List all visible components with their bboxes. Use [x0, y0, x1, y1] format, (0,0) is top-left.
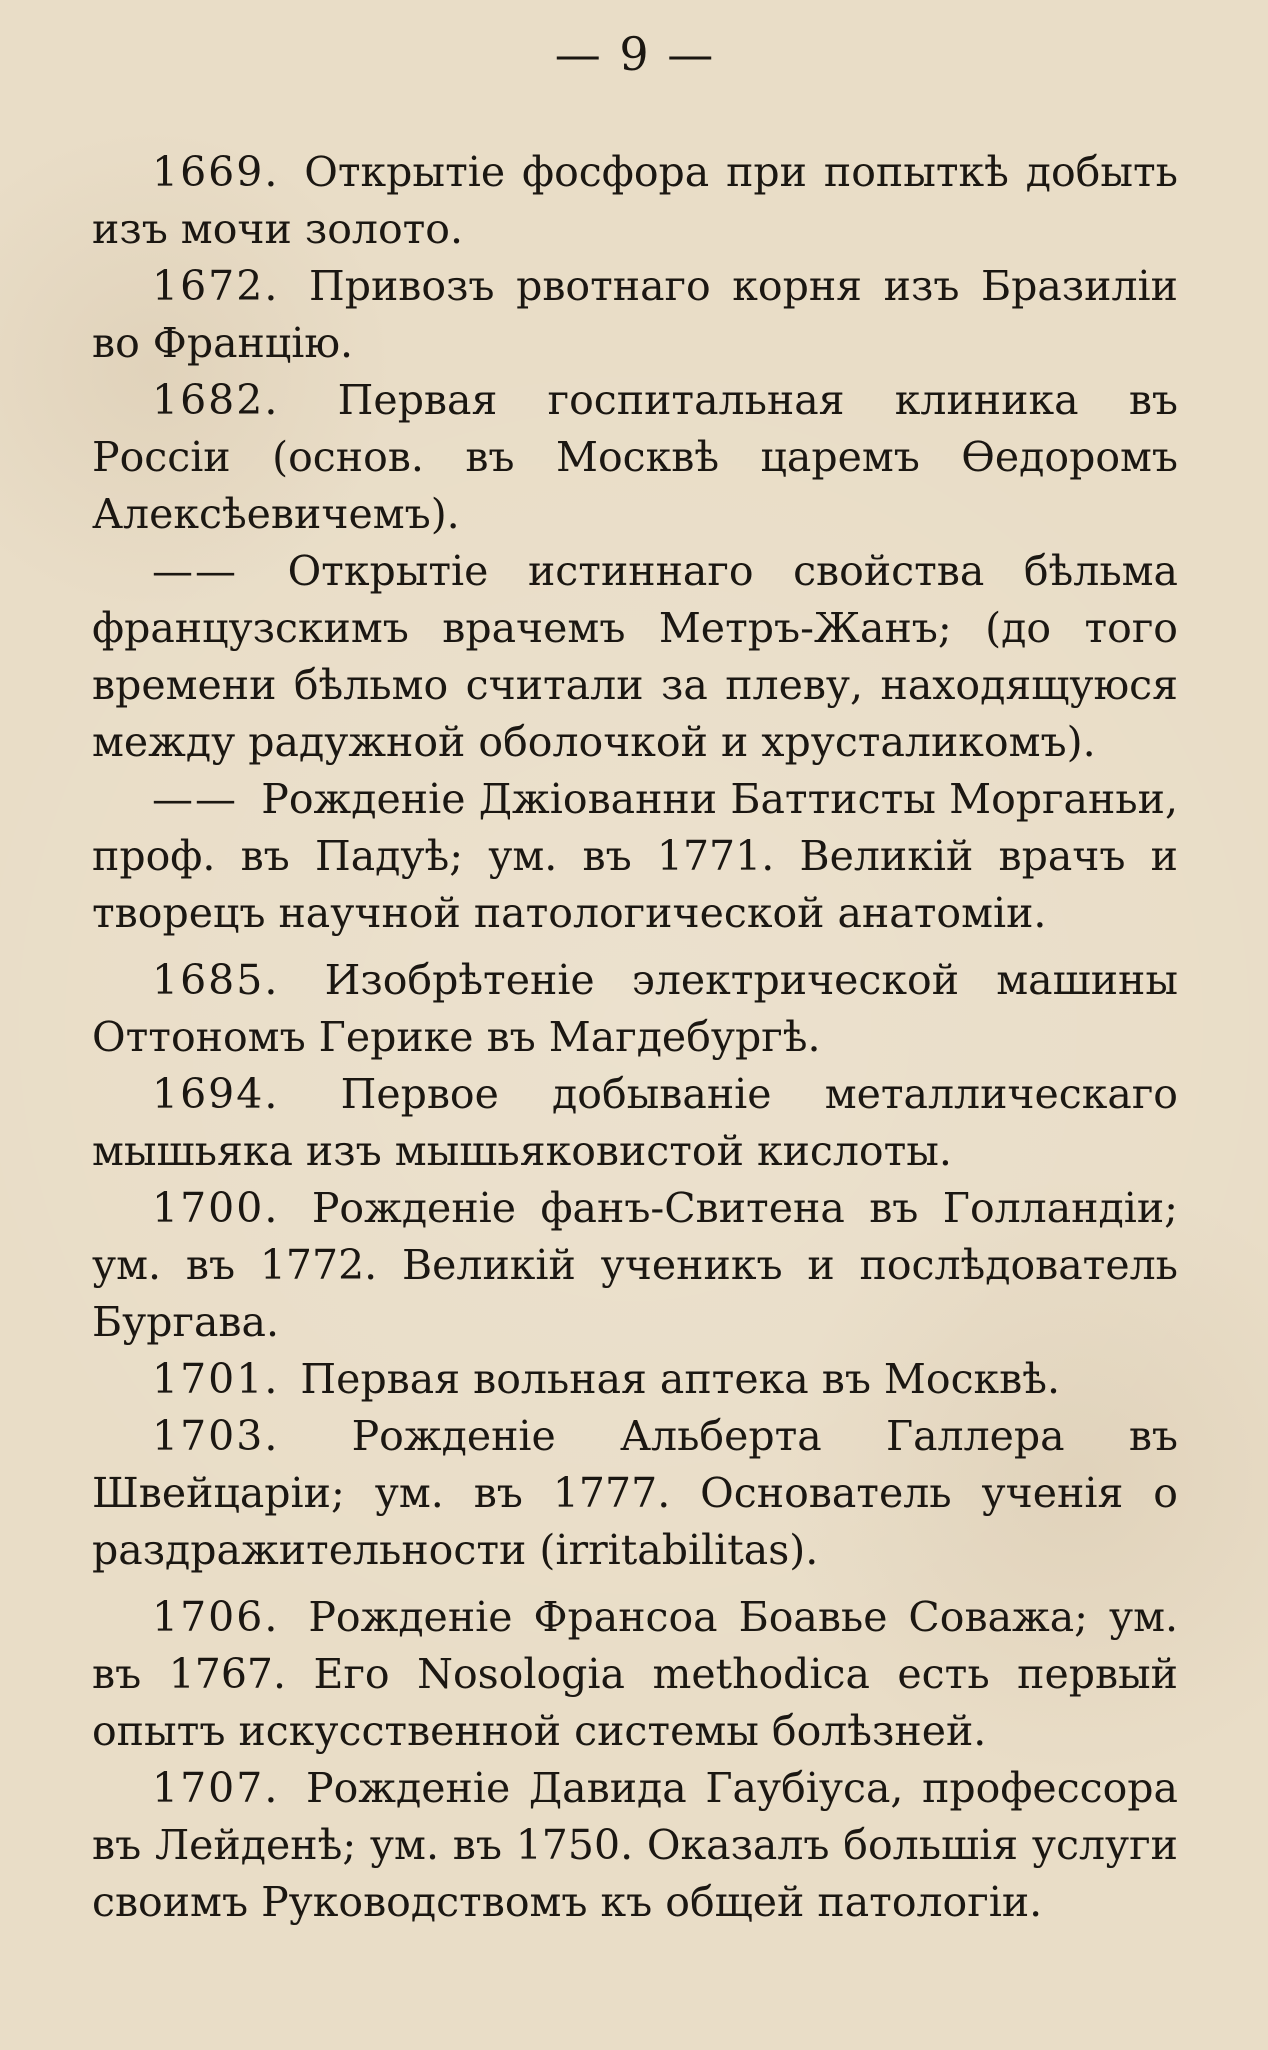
entry-year: 1700.	[152, 1184, 280, 1232]
entry-dash: ——	[152, 775, 238, 823]
entry-1682-cataract	[92, 543, 1178, 771]
entry-1700	[92, 1180, 1178, 1351]
entry-text: Первое добываніе металлическаго мышьяка изъ мышьяковистой кислоты.	[92, 1070, 1178, 1175]
entry-year: 1694.	[152, 1070, 280, 1118]
entry-year: 1672.	[152, 262, 280, 310]
entry-year: 1685.	[152, 956, 280, 1004]
entry-text: Рожденіе Альберта Галлера въ Швейцаріи; ум. въ 1777. Основатель ученія о раздражительности (irritabilitas).	[92, 1412, 1178, 1574]
entry-text: Первая вольная аптека въ Москвѣ.	[300, 1355, 1061, 1403]
entry-year: 1682.	[152, 376, 280, 424]
entry-text: Рожденіе Давида Гаубіуса, профессора въ Лейденѣ; ум. въ 1750. Оказалъ большія услуги своимъ Руководствомъ къ общей патологіи.	[92, 1764, 1178, 1926]
entry-1703	[92, 1408, 1178, 1579]
entry-text: Первая госпитальная клиника въ Россіи (основ. въ Москвѣ царемъ Ѳедоромъ Алексѣевичемъ).	[92, 376, 1178, 538]
entry-1672	[92, 258, 1178, 372]
entry-1682	[92, 372, 1178, 543]
chronology-entries	[92, 144, 1178, 1931]
entry-text: Открытіе истиннаго свойства бѣльма французскимъ врачемъ Метръ-Жанъ; (до того времени бѣльмо считали за плеву, находящуюся между радужной оболочкой и хрусталикомъ).	[92, 547, 1178, 766]
entry-year: 1706.	[152, 1593, 280, 1641]
entry-1685	[92, 952, 1178, 1066]
entry-year: 1703.	[152, 1412, 280, 1460]
entry-text: Изобрѣтеніе электрической машины Оттономъ Герике въ Магдебургѣ.	[92, 956, 1178, 1061]
entry-1694	[92, 1066, 1178, 1180]
page-number: — 9 —	[554, 27, 716, 81]
entry-1669	[92, 144, 1178, 258]
entry-1706	[92, 1589, 1178, 1760]
entry-1701	[92, 1351, 1178, 1408]
entry-text: Открытіе фосфора при попыткѣ добыть изъ мочи золото.	[92, 148, 1178, 253]
entry-text: Рожденіе Джіованни Баттисты Морганьи, проф. въ Падуѣ; ум. въ 1771. Великій врачъ и творецъ научной патологической анатоміи.	[92, 775, 1178, 937]
entry-text: Рожденіе Франсоа Боавье Соважа; ум. въ 1767. Его Nosologia methodica есть первый опытъ искусственной системы болѣзней.	[92, 1593, 1178, 1755]
entry-text: Рожденіе фанъ-Свитена въ Голландіи; ум. въ 1772. Великій ученикъ и послѣдователь Бургава.	[92, 1184, 1178, 1346]
entry-1682-morgagni	[92, 771, 1178, 942]
entry-text: Привозъ рвотнаго корня изъ Бразиліи во Францію.	[92, 262, 1178, 367]
entry-year: 1669.	[152, 148, 280, 196]
entry-year: 1701.	[152, 1355, 280, 1403]
entry-1707	[92, 1760, 1178, 1931]
entry-dash: ——	[152, 547, 238, 595]
entry-year: 1707.	[152, 1764, 280, 1812]
